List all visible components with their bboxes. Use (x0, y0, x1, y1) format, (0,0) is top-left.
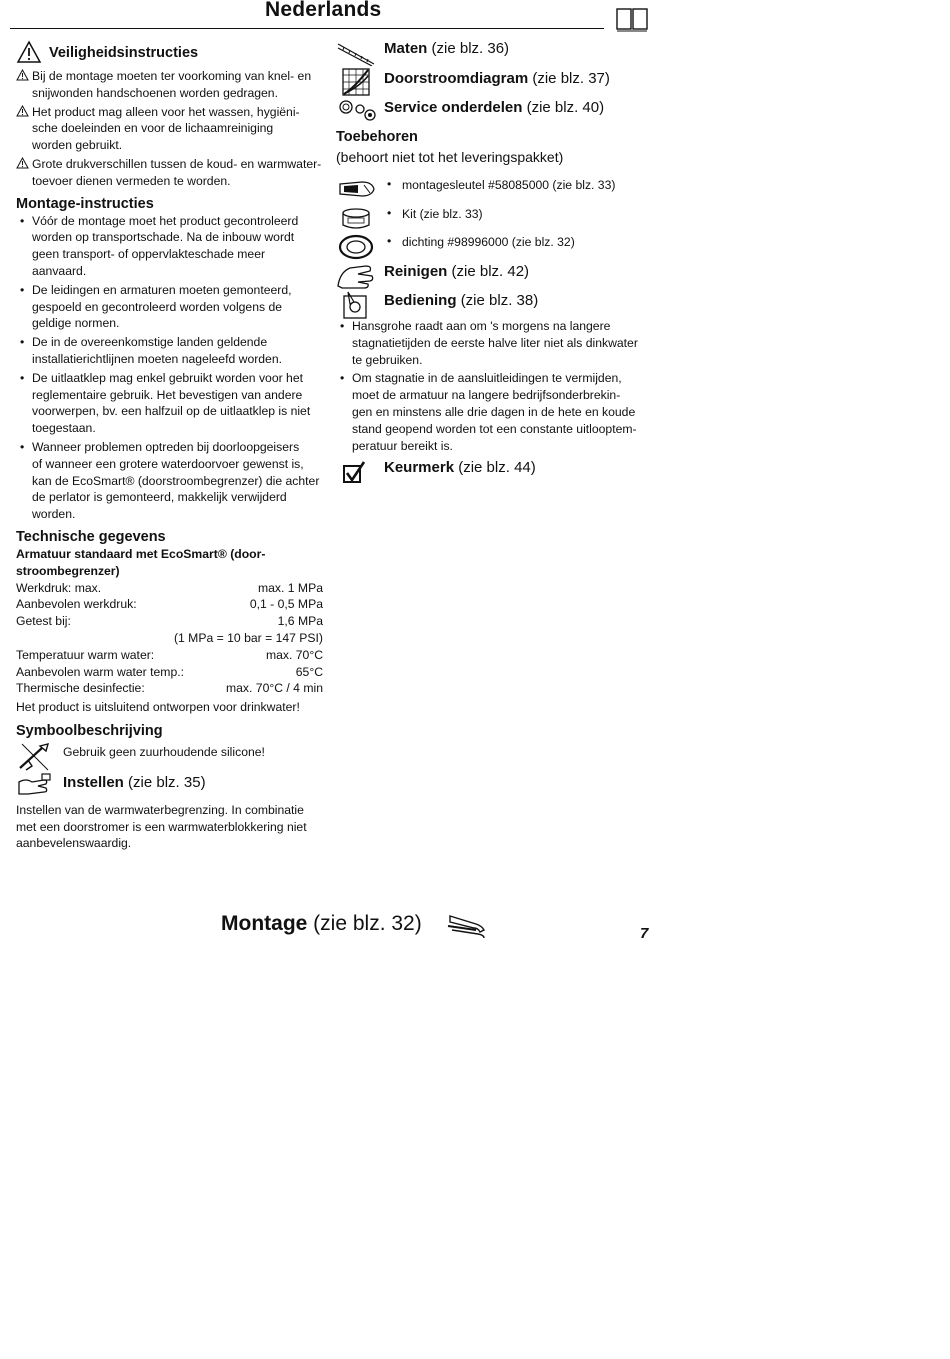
accessories-sub: (behoort niet tot het leveringspakket) (336, 149, 564, 165)
mounting-item (16, 334, 326, 368)
operation-icon (338, 290, 372, 320)
adjust-row (16, 772, 326, 800)
mounting-item-line: installatierichtlijnen moeten nageleefd worden. (32, 351, 282, 366)
technical-label: Thermische desinfectie: (16, 681, 145, 696)
mounting-item-line: de perlator is gemonteerd, makkelijk verwijderd (32, 490, 287, 505)
mounting-item-line: worden op transportschade. Na de inbouw wordt (32, 230, 295, 245)
mounting-heading: Montage-instructies (16, 195, 154, 212)
approval-title: Keurmerk (zie blz. 44) (384, 459, 536, 476)
operation-item-line: stagnatietijden de eerste halve liter niet als dinkwater (352, 335, 638, 350)
safety-item (16, 156, 326, 190)
technical-note: Het product is uitsluitend ontworpen voor drinkwater! (16, 700, 300, 715)
silicone-gun-icon (18, 742, 52, 772)
operation-title: Bediening (zie blz. 38) (384, 292, 539, 309)
spare-parts-icon (338, 98, 376, 124)
safety-line: worden gebruikt. (32, 138, 123, 153)
mounting-key-icon (338, 176, 378, 202)
title-rule (10, 28, 604, 29)
mounting-item-line: geldige normen. (32, 316, 120, 331)
mounting-item-line: aanvaard. (32, 263, 87, 278)
technical-row (16, 680, 323, 697)
operation-item-line: moet de armatuur na langere bedrijfsonderbrekin- (352, 388, 621, 403)
operation-item-line: stand geopend worden tot een constante uitlooptem- (352, 421, 637, 436)
technical-value: 65°C (295, 664, 323, 679)
symbols-heading: Symboolbeschrijving (16, 722, 163, 739)
flow-title: Doorstroomdiagram (zie blz. 37) (384, 70, 610, 87)
operation-list (336, 318, 648, 456)
accessory-item (386, 205, 651, 234)
seal-ring-icon (338, 234, 374, 260)
cleaning-hand-icon (336, 262, 376, 290)
accessories-list (386, 176, 651, 262)
mounting-item (16, 370, 326, 437)
wrench-icon (446, 910, 488, 940)
mounting-item-line: gespoeld en gecontroleerd worden volgens de (32, 299, 283, 314)
safety-heading: Veiligheidsinstructies (49, 45, 199, 61)
safety-line: Bij de montage moeten ter voorkoming van knel- en (32, 69, 312, 83)
safety-item (16, 68, 326, 102)
safety-line: sche doeleinden en voor de lichaamreiniging (32, 121, 274, 136)
technical-value: max. 70°C / 4 min (226, 681, 323, 696)
mounting-item (16, 439, 326, 523)
warning-icon (16, 105, 29, 117)
technical-row (16, 664, 323, 681)
technical-row (16, 613, 323, 630)
adjust-text: Instellen van de warmwaterbegrenzing. In combinatie met een doorstromer is een warmwaterblokkering niet aanbevelenswaardig. (16, 802, 307, 851)
mounting-item-line: • De in de overeenkomstige landen geldende (32, 335, 268, 350)
mounting-list (16, 213, 326, 523)
safety-line: snijwonden handschoenen worden gedragen. (32, 85, 278, 100)
adjust-title: Instellen (zie blz. 35) (63, 773, 206, 791)
ruler-icon (336, 40, 376, 66)
mounting-item-line: geen transport- of oppervlakteschade meer (32, 247, 266, 262)
left-column (16, 44, 326, 852)
spares-title: Service onderdelen (zie blz. 40) (384, 99, 605, 116)
technical-table (16, 580, 323, 698)
mounting-item-line: toegestaan. (32, 421, 96, 436)
accessory-item (386, 233, 651, 262)
technical-value: 1,6 MPa (277, 614, 323, 629)
operation-item-line: • Hansgrohe raadt aan om 's morgens na langere (352, 319, 611, 333)
safety-line: Het product mag alleen voor het wassen, hygiëni- (32, 104, 300, 119)
technical-label: Getest bij: (16, 614, 71, 629)
technical-row (16, 596, 323, 613)
safety-line: Grote drukverschillen tussen de koud- en warmwater- (32, 156, 322, 171)
mounting-item (16, 282, 326, 332)
approval-check-icon (342, 460, 368, 486)
page-title: Nederlands (265, 0, 382, 21)
footer-title: Montage (zie blz. 32) (221, 912, 422, 935)
accessory-item-text: Kit (zie blz. 33) (402, 206, 483, 221)
operation-item-line: peratuur bereikt is. (352, 438, 453, 453)
technical-label: Aanbevolen warm water temp.: (16, 664, 184, 679)
mounting-item-line: worden. (32, 507, 76, 522)
mounting-item-line: • De leidingen en armaturen moeten gemonteerd, (32, 282, 292, 297)
operation-item-line: • Om stagnatie in de aansluitleidingen te vermijden, (352, 371, 622, 386)
cleaning-title: Reinigen (zie blz. 42) (384, 263, 530, 280)
silicone-row (16, 742, 326, 772)
flow-diagram-icon (342, 68, 370, 96)
mounting-item-line: voorwerpen, bv. een halfzuil op de uitlaatklep is niet (32, 404, 311, 419)
accessory-item-text: montagesleutel #58085000 (zie blz. 33) (402, 178, 616, 192)
mounting-item-line: • De uitlaatklep mag enkel gebruikt worden voor het (32, 370, 303, 385)
warning-icon (16, 69, 29, 81)
safety-list (16, 68, 326, 190)
accessory-item-text: dichting #98996000 (zie blz. 32) (402, 235, 575, 249)
technical-label: Temperatuur warm water: (16, 647, 155, 662)
mounting-item-line: reglementaire gebruik. Het bevestigen van andere (32, 387, 303, 402)
technical-label: Werkdruk: max. (16, 580, 102, 595)
technical-row (16, 647, 323, 664)
operation-item-line: te gebruiken. (352, 352, 423, 367)
mounting-item-line: of wanneer een grotere waterdoorvoer gewenst is, (32, 456, 304, 471)
silicone-text: Gebruik geen zuurhoudende silicone! (63, 744, 265, 759)
book-icon (616, 8, 648, 32)
operation-item-line: gen en minstens alle drie dagen in de hete en koude (352, 404, 636, 419)
technical-value: (1 MPa = 10 bar = 147 PSI) (173, 630, 323, 645)
safety-item (16, 104, 326, 154)
technical-subheading: Armatuur standaard met EcoSmart® (door- stroombegrenzer) (16, 546, 266, 578)
mounting-item (16, 213, 326, 280)
mounting-item-line: • Vóór de montage moet het product gecontroleerd (32, 213, 299, 228)
mounting-item-line: • Wanneer problemen optreden bij doorloopgeisers (32, 439, 300, 454)
technical-value: max. 1 MPa (257, 580, 323, 595)
adjust-hand-icon (16, 772, 52, 798)
kit-tube-icon (340, 206, 372, 232)
operation-item (336, 318, 648, 368)
technical-row (16, 580, 323, 597)
accessory-item (386, 176, 651, 205)
operation-item (336, 370, 648, 454)
technical-value: max. 70°C (265, 647, 323, 662)
technical-value: 0,1 - 0,5 MPa (249, 597, 323, 612)
warning-icon (16, 40, 42, 64)
right-column (336, 38, 648, 498)
dimensions-title: Maten (zie blz. 36) (384, 40, 510, 57)
page-number: 7 (640, 925, 649, 942)
technical-label: Aanbevolen werkdruk: (16, 597, 137, 612)
accessories-heading: Toebehoren (336, 129, 418, 145)
safety-line: toevoer dienen vermeden te worden. (32, 173, 231, 188)
technical-row (16, 630, 323, 647)
safety-heading-row (16, 44, 326, 62)
technical-heading: Technische gegevens (16, 528, 166, 545)
warning-icon (16, 157, 29, 169)
mounting-item-line: kan de EcoSmart® (doorstroombegrenzer) die achter (32, 473, 320, 488)
